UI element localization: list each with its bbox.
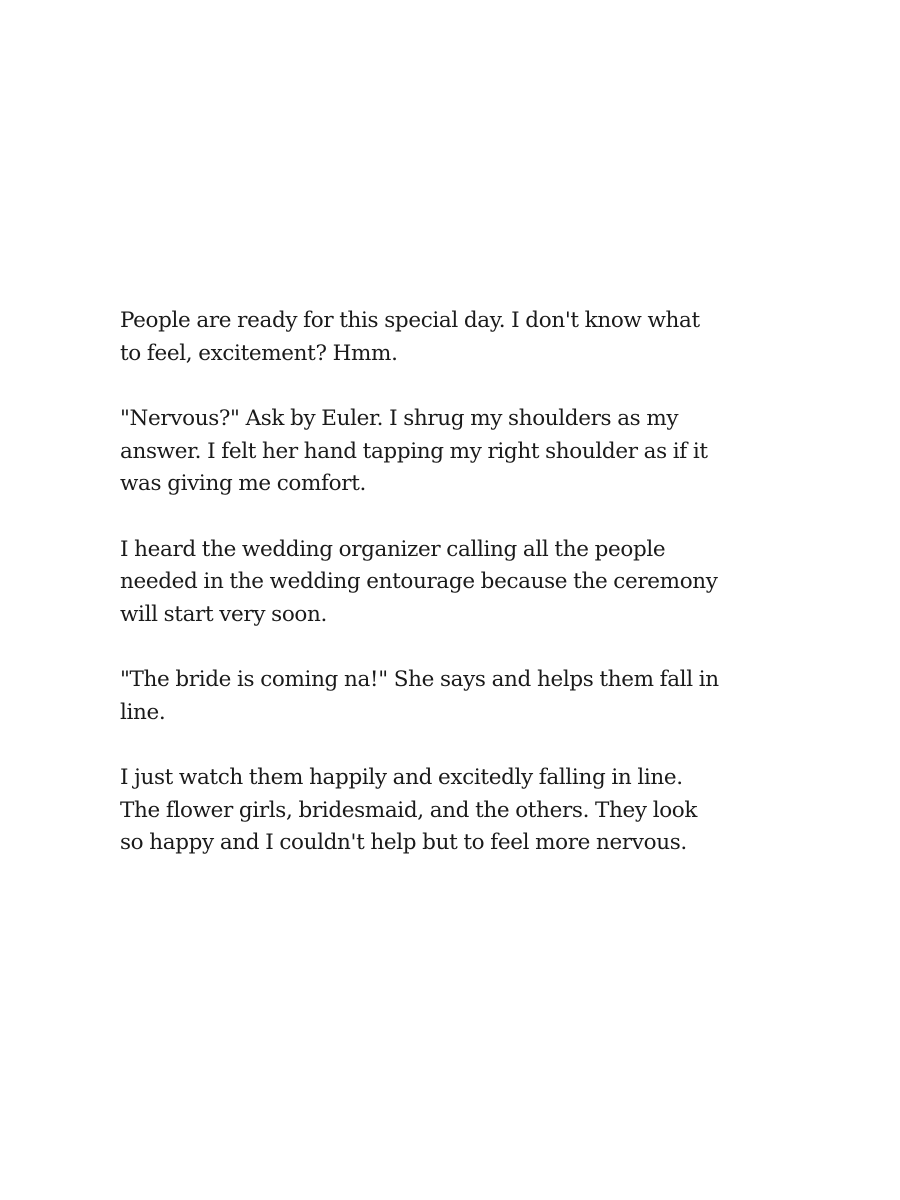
text-line: "The bride is coming na!" She says and helps them fall in bbox=[120, 667, 719, 692]
text-line: "Nervous?" Ask by Euler. I shrug my shoulders as my bbox=[120, 406, 679, 431]
text-line: answer. I felt her hand tapping my right shoulder as if it bbox=[120, 438, 708, 464]
text-line: will start very soon. bbox=[120, 601, 327, 627]
text-line: People are ready for this special day. I don't know what bbox=[120, 308, 700, 333]
text-line: line. bbox=[120, 699, 166, 725]
story-text bbox=[120, 305, 785, 893]
text-line: I heard the wedding organizer calling all the people bbox=[120, 536, 666, 562]
paragraph bbox=[120, 403, 785, 501]
text-line: I just watch them happily and excitedly falling in line. bbox=[120, 765, 683, 790]
text-line: The flower girls, bridesmaid, and the others. They look bbox=[120, 797, 698, 823]
paragraph bbox=[120, 664, 785, 729]
text-line: to feel, excitement? Hmm. bbox=[120, 340, 398, 366]
paragraph bbox=[120, 534, 785, 632]
paragraph bbox=[120, 305, 785, 370]
text-line: needed in the wedding entourage because the ceremony bbox=[120, 569, 718, 594]
paragraph bbox=[120, 762, 785, 860]
text-line: so happy and I couldn't help but to feel more nervous. bbox=[120, 830, 687, 855]
text-line: was giving me comfort. bbox=[120, 471, 366, 496]
